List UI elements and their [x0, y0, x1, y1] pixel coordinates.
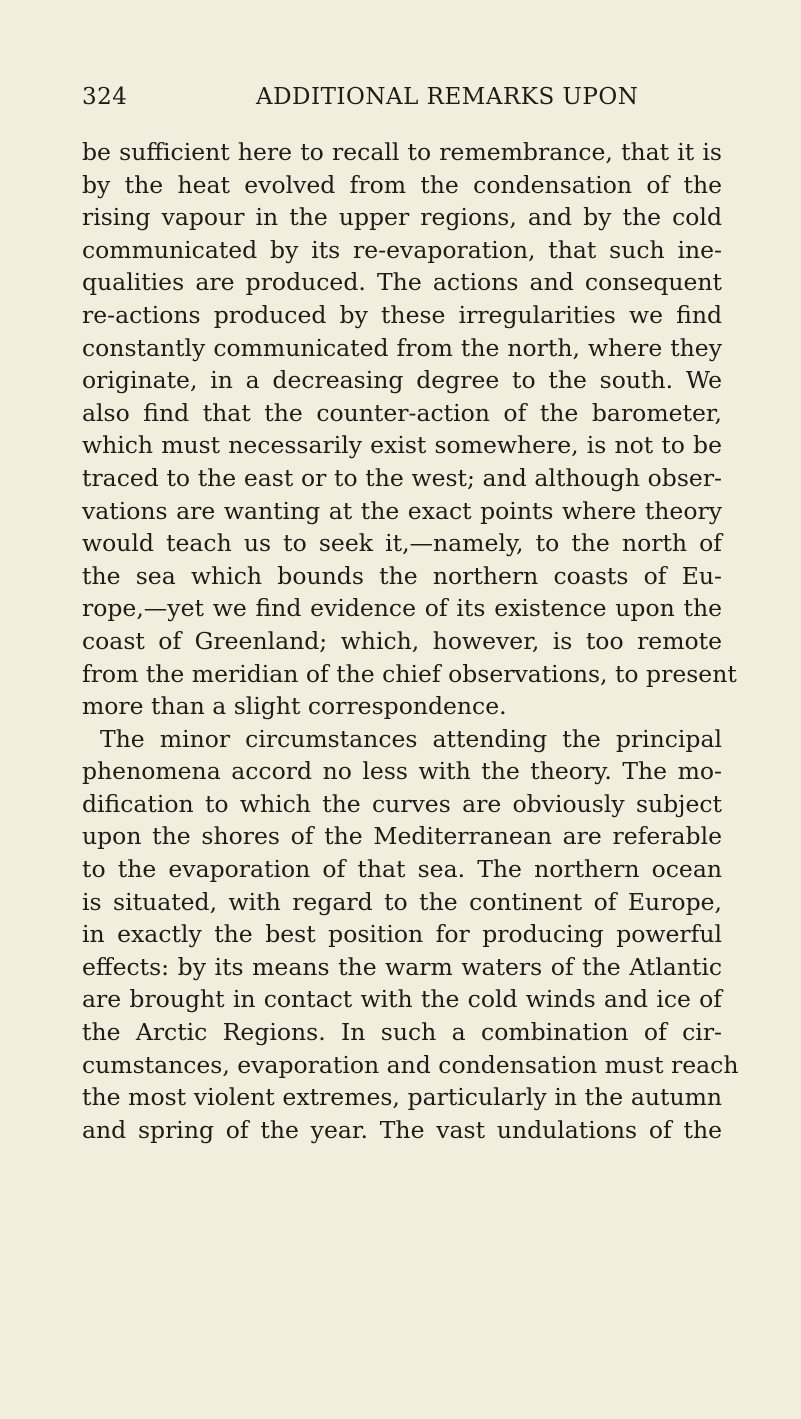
text-line: phenomena accord no less with the theory. The mo- [82, 757, 722, 786]
text-line: the Arctic Regions. In such a combination of cir- [82, 1018, 722, 1047]
text-line: by the heat evolved from the condensation of the [82, 170, 722, 199]
body-text [82, 136, 739, 1146]
text-line: communicated by its re-evaporation, that such ine- [82, 235, 722, 264]
text-line: rope,—yet we find evidence of its existence upon the [82, 594, 722, 623]
text-line: dification to which the curves are obviously subject [82, 789, 722, 818]
text-line: The minor circumstances attending the principal [100, 724, 722, 753]
text-line: more than a slight correspondence. [82, 692, 507, 721]
text-line: qualities are produced. The actions and consequent [82, 268, 722, 297]
text-line: which must necessarily exist somewhere, is not to be [82, 431, 722, 460]
text-line: from the meridian of the chief observations, to present [82, 659, 737, 688]
text-line: effects: by its means the warm waters of the Atlantic [82, 952, 722, 981]
text-line: to the evaporation of that sea. The northern ocean [82, 855, 722, 884]
text-line: coast of Greenland; which, however, is too remote [82, 626, 722, 655]
text-line: rising vapour in the upper regions, and by the cold [82, 203, 722, 232]
text-line: and spring of the year. The vast undulations of the [82, 1115, 722, 1144]
text-line: are brought in contact with the cold winds and ice of [82, 985, 722, 1014]
text-line: in exactly the best position for producing powerful [82, 920, 722, 949]
text-line: upon the shores of the Mediterranean are referable [82, 822, 722, 851]
text-line: the sea which bounds the northern coasts of Eu- [82, 561, 722, 590]
text-line: originate, in a decreasing degree to the south. We [82, 366, 722, 395]
running-head: ADDITIONAL REMARKS UPON [256, 84, 639, 110]
text-line: constantly communicated from the north, where they [82, 333, 722, 362]
text-line: is situated, with regard to the continent of Europe, [82, 887, 722, 916]
text-line: cumstances, evaporation and condensation must reach [82, 1050, 739, 1079]
text-line: the most violent extremes, particularly in the autumn [82, 1083, 722, 1112]
text-line: also find that the counter-action of the barometer, [82, 398, 722, 427]
page-header [82, 84, 716, 124]
page-number: 324 [82, 84, 128, 110]
text-line: be sufficient here to recall to remembrance, that it is [82, 138, 722, 166]
text-line: would teach us to seek it,—namely, to the north of [82, 529, 722, 558]
text-line: traced to the east or to the west; and although obser- [82, 463, 722, 492]
text-line: vations are wanting at the exact points where theory [82, 496, 722, 525]
text-line: re-actions produced by these irregularities we find [82, 300, 722, 329]
